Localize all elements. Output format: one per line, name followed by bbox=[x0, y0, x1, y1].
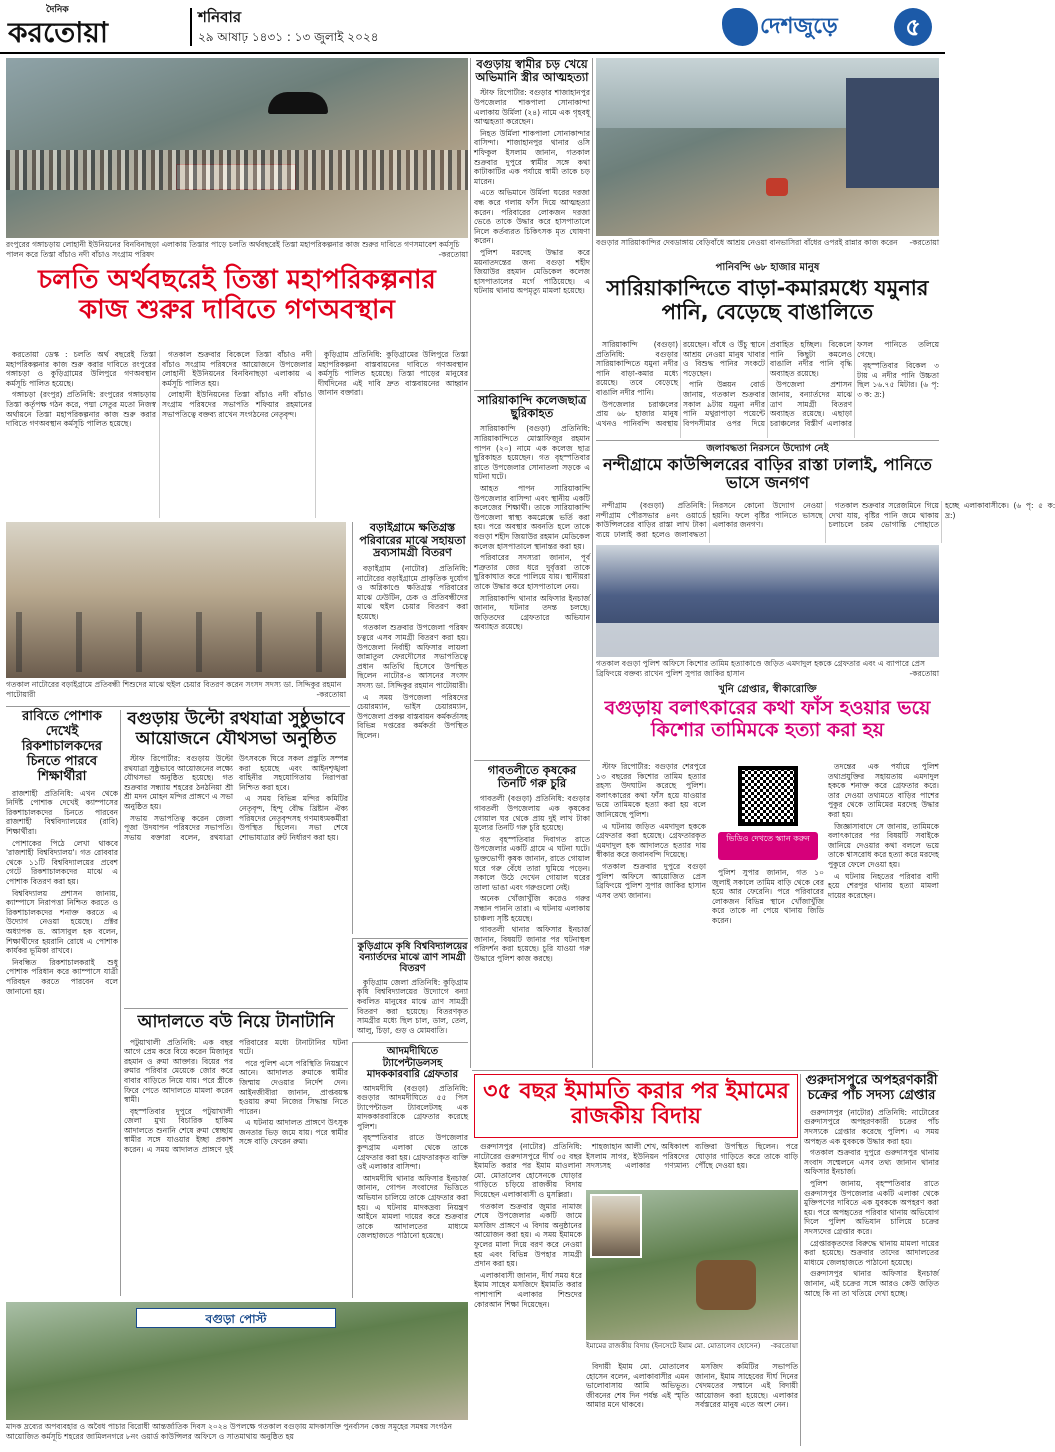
imam-body-bottom bbox=[586, 1362, 798, 1446]
rath-headline: বগুড়ায় উল্টো রথযাত্রা সুষ্ঠুভাবে আয়োজনে যৌথসভা অনুষ্ঠিত bbox=[127, 709, 345, 749]
imam-headline: ৩৫ বছর ইমামতি করার পর ইমামের রাজকীয় বিদায় bbox=[474, 1074, 798, 1138]
divider bbox=[470, 58, 471, 1068]
adamdighi-paragraph: আদমদীঘি (বগুড়া) প্রতিনিধি: বগুড়ার আদমদীঘিতে ৫৫ পিস ট্যাপেন্টাডল ট্যাবলেটসহ এক মাদককারবারিকে গ্রেফতার করেছে পুলিশ। bbox=[357, 1083, 468, 1131]
student-stab-paragraph: সারিয়াকান্দি থানার অফিসার ইনচার্জ জানান, ঘটনার তদন্ত চলছে। জড়িতদের গ্রেফতারে অভিযান অব্যাহত রয়েছে। bbox=[474, 593, 590, 632]
student-stab-paragraph: পরিবারের সদস্যরা জানান, পূর্ব শত্রুতার জের ধরে দুর্বৃত্তরা তাকে ছুরিকাঘাত করে পালিয়ে যায়। স্থানীয়রা তাকে উদ্ধার করে হাসপাতালে নেয়। bbox=[474, 553, 590, 591]
divider bbox=[592, 58, 593, 1068]
tamim-paragraph: এ ঘটনায় নিহতের পরিবার বাদী হয়ে শেরপুর থানায় হত্যা মামলা দায়ের করেছেন। bbox=[828, 871, 939, 900]
teesta-headline-line-1: চলতি অর্থবছরেই তিস্তা মহাপরিকল্পনার bbox=[38, 265, 436, 295]
logo-name: করতোয়া bbox=[8, 16, 108, 49]
logo-prefix: দৈনিক bbox=[46, 5, 69, 15]
imam-inset-photo bbox=[590, 1194, 642, 1258]
divider bbox=[120, 710, 121, 1296]
drug-day-banner: বগুড়া পোস্ট bbox=[136, 1308, 336, 1328]
tamim-paragraph: পুলিশ সুপার জানান, গত ১০ জুলাই সকালে তামিম বাড়ি থেকে বের হয়ে আর ফেরেনি। পরে পরিবারের লোকজন বিভিন্ন স্থানে খোঁজাখুঁজি করে তাকে না পেয়ে থানায় জিডি করেন। bbox=[712, 868, 824, 925]
flood-headline: সারিয়াকান্দিতে বাড়া-কমারমধ্যে যমুনার পানি, বেড়েছে বাঙালিতে bbox=[606, 276, 929, 325]
cow-theft-paragraph: গাবতলী (বগুড়া) প্রতিনিধি: বগুড়ার গাবতলী উপজেলায় এক কৃষকের গোয়াল ঘর থেকে প্রায় দুই লাখ টাকা মূল্যের তিনটি গরু চুরি হয়েছে। bbox=[474, 794, 590, 833]
masthead-day: শনিবার bbox=[198, 8, 242, 26]
tamim-body-col-1 bbox=[596, 762, 706, 1068]
flood-paragraph: উপজেলার চরাঞ্চলের প্রায় ৬৮ হাজার মানুষ এখনও পানিবন্দি অবস্থায় রয়েছেন। বাঁধে ও উঁচু স্থানে আশ্রয় নেওয়া মানুষ খাবার ও বিশুদ্ধ পানির সংকটে পড়েছেন। bbox=[596, 340, 765, 428]
court-headline: আদালতে বউ নিয়ে টানাটানি bbox=[137, 1012, 335, 1032]
divider bbox=[6, 706, 350, 707]
gurudaspur-article bbox=[804, 1074, 939, 1446]
imam-paragraph: গতকাল শুক্রবার জুমার নামাজ শেষে উপজেলার একটি জামে মসজিদ প্রাঙ্গণে এ বিদায় অনুষ্ঠানের আয়োজন করা হয়। এ সময় ইমামকে ফুলের মালা দিয়ে বরণ করে নেওয়া হয় এবং বিভিন্ন উপহার সামগ্রী প্রদান করা হয়। bbox=[474, 1201, 582, 1269]
court-paragraph: পরে পুলিশ এসে পরিস্থিতি নিয়ন্ত্রণে আনে। আদালত রুমাকে স্বামীর জিম্মায় দেওয়ার নির্দেশ দেন। আইনজীবীরা জানান, প্রাপ্তবয়স্ক হওয়ায় রুমা নিজের সিদ্ধান্ত নিতে পারেন। bbox=[239, 1058, 348, 1116]
flood-kicker: পানিবন্দি ৬৮ হাজার মানুষ bbox=[715, 262, 820, 273]
teesta-paragraph: গঙ্গাচড়া (রংপুর) প্রতিনিধি: রংপুরের গঙ্গাচড়ায় তিস্তা কর্তৃপক্ষ গঠন করে, পদ্মা সেতুর মতো নিজস্ব অর্থায়নে তিস্তা মহাপরিকল্পনার কাজ শুরু করার দাবিতে গণঅবস্থান কর্মসূচি পালিত হয়েছে। bbox=[6, 390, 156, 429]
teesta-headline bbox=[6, 266, 468, 346]
imam-caption-text: ইমামের রাজকীয় বিদায় (ইনসেটে ইমাম মো. মোতালেব হোসেন) bbox=[586, 1342, 761, 1350]
boraigram-article bbox=[352, 522, 468, 934]
tamim-body-col-2 bbox=[712, 868, 824, 1068]
wheelchair-caption-credit: -করতোয়া bbox=[316, 689, 346, 699]
tamim-paragraph: তদন্তের এক পর্যায়ে পুলিশ তথ্যপ্রযুক্তির সহায়তায় এমদাদুল হককে শনাক্ত করে গ্রেফতার করে। তার দেওয়া তথ্যমতে বাড়ির পাশের পুকুর থেকে তামিমের মরদেহ উদ্ধার করা হয়। bbox=[828, 762, 939, 819]
flood-paragraph: উপজেলা প্রশাসন জানায়, বন্যার্তদের মাঝে ত্রাণ সামগ্রী বিতরণ অব্যাহত রয়েছে। এছাড়া চরাঞ্চলের বিস্তীর্ণ এলাকার ফসল পানিতে তলিয়ে গেছে। bbox=[770, 340, 939, 428]
wheelchair-caption-text: গতকাল নাটোরের বড়াইগ্রামে প্রতিবন্ধী শিশুদের মাঝে হুইল চেয়ার বিতরণ করেন সংসদ সদস্য ডা. সিদ্দিকুর রহমান পাটোয়ারী bbox=[6, 680, 342, 699]
police-briefing-photo bbox=[596, 545, 939, 657]
tarp-shelter bbox=[846, 78, 939, 188]
masthead-divider bbox=[190, 8, 192, 46]
flood-photo-caption bbox=[596, 238, 939, 258]
teesta-caption-text: রংপুরের গঙ্গাচড়ায় লোহানী ইউনিয়নের বিনবিনাছড়া এলাকায় তিস্তার পাড়ে চলতি অর্থবছরেই তিস্তা মহাপরিকল্পনার কাজ শুরুর দাবিতে গণসমাবেশ কর্মসূচি পালন করে তিস্তা বাঁচাও নদী বাঁচাও সংগ্রাম পরিষদ bbox=[6, 240, 460, 259]
rabi-headline: রাবিতে পোশাক দেখেই রিকশাচালকদের চিনতে পারবে শিক্ষার্থীরা bbox=[21, 709, 103, 784]
student-stab-headline: সারিয়াকান্দি কলেজছাত্র ছুরিকাহত bbox=[477, 393, 587, 421]
horse-shape bbox=[696, 1260, 756, 1310]
gurudaspur-paragraph: পুলিশ জানায়, বৃহস্পতিবার রাতে গুরুদাসপুর উপজেলার একটি এলাকা থেকে মুক্তিপণের দাবিতে এক যুবককে অপহরণ করা হয়। পরে অপহৃতের পরিবার থানায় অভিযোগ দিলে পুলিশ অভিযান চালিয়ে চক্রের সদস্যদের গ্রেপ্তার করে। bbox=[804, 1179, 939, 1236]
newspaper-logo bbox=[8, 2, 184, 50]
teesta-protest-photo bbox=[6, 58, 468, 238]
divider bbox=[596, 440, 939, 441]
rabi-paragraph: বিশ্ববিদ্যালয় প্রশাসন জানায়, ক্যাম্পাসে নিরাপত্তা নিশ্চিত করতে ও রিকশাচালকদের শনাক্ত করতে এ উদ্যোগ নেওয়া হয়েছে। প্রক্টর অধ্যাপক ড. আসাবুল হক বলেন, শিক্ষার্থীদের হয়রানি রোধে এ পোশাক কার্যকর ভূমিকা রাখবে। bbox=[6, 888, 118, 956]
nandigram-body bbox=[596, 501, 1055, 543]
husband-slap-paragraph: স্টাফ রিপোর্টার: বগুড়ার শাজাহানপুর উপজেলার শাকপালা সোনাকান্দা এলাকায় উর্মিলা (২৪) নামে এক গৃহবধূ আত্মহত্যা করেছেন। bbox=[474, 88, 590, 127]
imam-paragraph: এলাকাবাসী জানান, দীর্ঘ সময় ধরে ইমাম সাহেব মসজিদে ইমামতি করার পাশাপাশি এলাকার শিশুদের কোরআন শিক্ষা দিয়েছেন। bbox=[474, 1270, 582, 1309]
flood-cooking-photo bbox=[596, 58, 939, 236]
cow-theft-paragraph: গাবতলী থানার অফিসার ইনচার্জ জানান, বিষয়টি জানার পর ঘটনাস্থল পরিদর্শন করা হয়েছে। চুরি যাওয়া গরু উদ্ধারে পুলিশ কাজ করছে। bbox=[474, 925, 590, 963]
cooking-pot-icon bbox=[766, 178, 788, 196]
teesta-paragraph: করতোয়া ডেস্ক : চলতি অর্থ বছরেই তিস্তা মহাপরিকল্পনার কাজ শুরু করার দাবিতে রংপুরের গঙ্গাচড়া ও কুড়িগ্রামের উলিপুরে গণঅবস্থান কর্মসূচি পালিত হয়েছে। bbox=[6, 350, 156, 388]
police-photo-caption bbox=[596, 659, 939, 680]
crowd-row bbox=[6, 150, 468, 190]
kurigram-relief-body bbox=[357, 978, 468, 1036]
police-caption-credit: -করতোয়া bbox=[909, 668, 939, 678]
cow-theft-body bbox=[474, 794, 590, 963]
briefing-table bbox=[596, 623, 939, 657]
adamdighi-headline: আদমদীঘিতে ট্যাপেন্টাডলসহ মাদককারবারি গ্রেফতার bbox=[366, 1046, 459, 1080]
adamdighi-body bbox=[357, 1084, 468, 1242]
drug-day-photo bbox=[6, 1302, 468, 1420]
kurigram-relief-headline: কুড়িগ্রামে কৃষি বিশ্ববিদ্যালয়ের বন্যার্তদের মাঝে ত্রাণ সামগ্রী বিতরণ bbox=[357, 941, 468, 974]
wheelchair-distribution-photo bbox=[6, 522, 346, 678]
rabi-paragraph: পোশাকের পিঠে লেখা থাকবে 'রাজশাহী বিশ্ববিদ্যালয়'। গত রোববার থেকে ১১টি বিশ্ববিদ্যালয়ের প্রবেশ গেটে রিকশাচালকদের মাঝে এ পোশাক বিতরণ করা হয়। bbox=[6, 838, 118, 887]
tamim-paragraph: জিজ্ঞাসাবাদে সে জানায়, তামিমকে বলাৎকারের পর বিষয়টি সবাইকে জানিয়ে দেওয়ার কথা বললে ভয়ে তাকে শ্বাসরোধ করে হত্যা করে মরদেহ পুকুরে ফেলে দেওয়া হয়। bbox=[828, 821, 939, 869]
wheelchair-row bbox=[16, 612, 336, 672]
court-article bbox=[124, 1008, 348, 1298]
cow-theft-paragraph: গত বৃহস্পতিবার দিবাগত রাতে উপজেলার একটি গ্রামে এ ঘটনা ঘটে। ভুক্তভোগী কৃষক জানান, রাতে গোয়াল ঘরে গরু বেঁধে তারা ঘুমিয়ে পড়েন। সকালে উঠে দেখেন গোয়াল ঘরের তালা ভাঙা এবং গরুগুলো নেই। bbox=[474, 834, 590, 892]
adamdighi-paragraph: আদমদীঘি থানার অফিসার ইনচার্জ জানান, গোপন সংবাদের ভিত্তিতে অভিযান চালিয়ে তাকে গ্রেফতার করা হয়। এ ঘটনায় মাদকদ্রব্য নিয়ন্ত্রণ আইনে মামলা দায়ের করে শুক্রবার তাকে আদালতের মাধ্যমে জেলহাজতে পাঠানো হয়েছে। bbox=[357, 1173, 468, 1241]
tamim-body-col-3 bbox=[828, 762, 939, 1068]
husband-slap-body bbox=[474, 88, 590, 295]
flood-paragraph: বৃহস্পতিবার বিকেল ৩ টায় এ নদীর পানি উচ্চতা ছিল ১৬.৭৫ মিটার। (৬ পৃ: ৩ ক: দ্র:) bbox=[857, 361, 939, 399]
gurudaspur-paragraph: গতকাল শুক্রবার দুপুরে গুরুদাসপুর থানায় সংবাদ সম্মেলনে এসব তথ্য জানান থানার অফিসার ইনচার্জ। bbox=[804, 1148, 939, 1177]
student-stab-body bbox=[474, 424, 590, 631]
teesta-headline-line-2: কাজ শুরুর দাবিতে গণঅবস্থান bbox=[79, 294, 395, 325]
imam-caption-credit: -করতোয়া bbox=[770, 1342, 798, 1350]
gurudaspur-body bbox=[804, 1108, 939, 1298]
husband-slap-paragraph: এতে অভিমানে উর্মিলা ঘরের দরজা বন্ধ করে গলায় ফাঁস দিয়ে আত্মহত্যা করেন। পরিবারের লোকজন দরজা ভেঙে তাকে উদ্ধার করে হাসপাতালে নিলে কর্তব্যরত চিকিৎসক মৃত ঘোষণা করেন। bbox=[474, 188, 590, 246]
gurudaspur-paragraph: গুরুদাসপুর থানার অফিসার ইনচার্জ জানান, এই চক্রের সঙ্গে আরও কেউ জড়িত আছে কি না তা খতিয়ে দেখা হচ্ছে। bbox=[804, 1269, 939, 1298]
tamim-headline: বগুড়ায় বলাৎকারের কথা ফাঁস হওয়ার ভয়ে কিশোর তামিমকে হত্যা করা হয় bbox=[604, 697, 931, 741]
rath-paragraph: স্টাফ রিপোর্টার: বগুড়ায় উল্টো রথযাত্রা সুষ্ঠুভাবে আয়োজনের লক্ষ্যে যৌথসভা অনুষ্ঠিত হয়েছে। গত শুক্রবার সন্ধ্যায় শহরের ঠনঠনিয়া শ্রী শ্রী মদন মোহন মন্দির প্রাঙ্গণে এ সভা অনুষ্ঠিত হয়। bbox=[124, 754, 233, 812]
kurigram-relief-article bbox=[352, 938, 468, 1038]
rabi-paragraph: রাজশাহী প্রতিনিধি: এখন থেকে নির্দিষ্ট পোশাক দেখেই ক্যাম্পাসের রিকশাচালকদের চিনতে পারবেন রাজশাহী বিশ্ববিদ্যালয়ের (রাবি) শিক্ষার্থীরা। bbox=[6, 788, 118, 837]
imam-paragraph: বিদায়ী ইমাম মো. মোতালেব হোসেন বলেন, এলাকাবাসীর এমন ভালোবাসায় আমি অভিভূত। জীবনের শেষ দিন পর্যন্ত এই স্মৃতি আমার মনে থাকবে। bbox=[586, 1362, 689, 1410]
wheelchair-photo-caption bbox=[6, 680, 346, 704]
boraigram-headline: বড়াইগ্রামে ক্ষতিগ্রস্ত পরিবারের মাঝে সহায়তা দ্রব্যসামগ্রী বিতরণ bbox=[359, 521, 466, 560]
teesta-caption-credit: -করতোয়া bbox=[438, 249, 468, 259]
qr-label: ভিডিও দেখতে স্ক্যান করুন bbox=[718, 832, 818, 860]
teesta-paragraph: গতকাল শুক্রবার বিকেলে তিস্তা বাঁচাও নদী বাঁচাও সংগ্রাম পরিষদের আয়োজনে উপজেলার লোহানী ইউনিয়নের বিনবিনাছড়া এলাকায় এ কর্মসূচি পালিত হয়। bbox=[162, 350, 312, 388]
tamim-kicker: খুনি গ্রেপ্তার, স্বীকারোক্তি bbox=[718, 684, 817, 695]
flood-body bbox=[596, 340, 939, 438]
nandigram-headline: নন্দীগ্রামে কাউন্সিলরের বাড়ির রাস্তা ঢালাই, পানিতে ভাসে জনগণ bbox=[603, 455, 932, 493]
gurudaspur-paragraph: গ্রেপ্তারকৃতদের বিরুদ্ধে থানায় মামলা দায়ের করা হয়েছে। শুক্রবার তাদের আদালতের মাধ্যমে জেলহাজতে পাঠানো হয়েছে। bbox=[804, 1238, 939, 1267]
court-body bbox=[124, 1038, 348, 1155]
cow-theft-headline: গাবতলীতে কৃষকের তিনটি গরু চুরি bbox=[487, 763, 577, 791]
student-stab-article bbox=[474, 390, 590, 756]
imam-photo-caption bbox=[586, 1342, 798, 1360]
kurigram-relief-paragraph: কুড়িগ্রাম জেলা প্রতিনিধি: কুড়িগ্রাম কৃষি বিশ্ববিদ্যালয়ের উদ্যোগে বন্যা কবলিত মানুষের মাঝে ত্রাণ সামগ্রী বিতরণ করা হয়েছে। বিতরণকৃত সামগ্রীর মধ্যে ছিল চাল, ডাল, তেল, আলু, চিড়া, গুড় ও মোমবাতি। bbox=[357, 977, 468, 1035]
boraigram-paragraph: এ সময় উপজেলা পরিষদের চেয়ারম্যান, ভাইস চেয়ারম্যান, উপজেলা প্রকল্প বাস্তবায়ন কর্মকর্তাসহ বিভিন্ন দপ্তরের কর্মকর্তা উপস্থিত ছিলেন। bbox=[357, 692, 468, 741]
page-number: ৫ bbox=[894, 8, 932, 46]
boraigram-paragraph: গতকাল শুক্রবার উপজেলা পরিষদ চত্বরে এসব সামগ্রী বিতরণ করা হয়। উপজেলা নির্বাহী অফিসার লায়লা জান্নাতুল ফেরদৌসের সভাপতিত্বে প্রধান অতিথি হিসেবে উপস্থিত ছিলেন নাটোর-৪ আসনের সংসদ সদস্য ডা. সিদ্দিকুর রহমান পাটোয়ারী। bbox=[357, 623, 468, 691]
section-title: দেশজুড়ে bbox=[760, 14, 838, 39]
student-stab-paragraph: আহত পাপন সারিয়াকান্দি উপজেলার বাসিন্দা এবং স্থানীয় একটি কলেজের শিক্ষার্থী। তাকে সারিয়াকান্দি উপজেলা স্বাস্থ্য কমপ্লেক্সে ভর্তি করা হয়। পরে অবস্থার অবনতি হলে তাকে বগুড়া শহীদ জিয়াউর রহমান মেডিকেল কলেজ হাসপাতালে স্থানান্তর করা হয়। bbox=[474, 484, 590, 551]
police-caption-text: গতকাল বগুড়া পুলিশ অফিসে কিশোর তামিম হত্যাকাণ্ডে জড়িত এমদাদুল হককে গ্রেফতার এবং এ ব্যাপারে প্রেস ব্রিফিংয়ে বক্তব্য রাখেন পুলিশ সুপার জাকির হাসান bbox=[596, 659, 925, 678]
rabi-body bbox=[6, 789, 118, 996]
flood-caption-credit: -করতোয়া bbox=[909, 238, 939, 247]
teesta-photo-caption bbox=[6, 240, 468, 262]
imam-paragraph: মসজিদ কমিটির সভাপতি জানান, ইমাম সাহেবের দীর্ঘ দিনের খেদমতের সম্মানে এই বিদায়ী আয়োজন করা হয়েছে। এলাকার সর্বস্তরের মানুষ এতে অংশ নেন। bbox=[695, 1362, 798, 1410]
court-paragraph: পটুয়াখালী প্রতিনিধি: এক বছর আগে প্রেম করে বিয়ে করেন মিজানুর রহমান ও রুমা আক্তার। বিয়ের পর রুমার পরিবার মেয়েকে জোর করে বাবার বাড়িতে নিয়ে যায়। পরে স্ত্রীকে ফিরে পেতে আদালতে মামলা করেন স্বামী। bbox=[124, 1037, 233, 1105]
qr-code-icon[interactable] bbox=[738, 766, 798, 826]
imam-horse-cart-photo bbox=[586, 1190, 798, 1340]
divider bbox=[472, 1070, 939, 1071]
husband-slap-paragraph: নিহত উর্মিলা শাকপালা সোনাকান্দার বাসিন্দা। শাজাহানপুর থানার ওসি শফিকুল ইসলাম জানান, গতকাল শুক্রবার দুপুরে স্বামীর সঙ্গে কথা কাটাকাটির এক পর্যায়ে স্বামী তাকে চড় মারেন। bbox=[474, 128, 590, 186]
tamim-paragraph: গতকাল শুক্রবার দুপুরে বগুড়া পুলিশ অফিসে আয়োজিত প্রেস ব্রিফিংয়ে পুলিশ সুপার জাকির হাসান এসব তথ্য জানান। bbox=[596, 861, 706, 900]
husband-slap-headline: বগুড়ায় স্বামীর চড় খেয়ে অভিমানি স্ত্রীর আত্মহত্যা bbox=[475, 57, 589, 85]
cow-theft-article bbox=[474, 760, 590, 1068]
boraigram-body bbox=[357, 564, 468, 741]
rabi-paragraph: নিবন্ধিত রিকশাচালকরাই শুধু পোশাক পরিধান করে ক্যাম্পাসে যাত্রী পরিবহন করতে পারবেন বলে জানানো হয়। bbox=[6, 957, 118, 996]
nandigram-paragraph: নন্দীগ্রাম (বগুড়া) প্রতিনিধি: নন্দীগ্রাম পৌরসভার ৪নং ওয়ার্ডে কাউন্সিলরের বাড়ির রাস্তা লাখ টাকা ব্যয়ে ঢালাই করা হলেও জলাবদ্ধতা নিরসনে কোনো উদ্যোগ নেওয়া হয়নি। ফলে বৃষ্টির পানিতে ভাসছে এলাকার জনগণ। bbox=[596, 501, 823, 539]
umbrella-icon bbox=[268, 92, 328, 114]
flood-paragraph: সারিয়াকান্দি (বগুড়া) প্রতিনিধি: বগুড়ার সারিয়াকান্দিতে যমুনা নদীর পানি বাড়া-কমার মধ্যে রয়েছে। তবে বেড়েছে বাঙালি নদীর পানি। bbox=[596, 340, 678, 397]
teesta-paragraph: লোহানী ইউনিয়নের তিস্তা বাঁচাও নদী বাঁচাও সংগ্রাম পরিষদের সভাপতি শফিয়ার রহমানের সভাপতিত্বে বক্তব্য রাখেন সংগঠনের নেতৃবৃন্দ। bbox=[162, 390, 312, 419]
nandigram-kicker: জলাবদ্ধতা নিরসনে উদ্যোগ নেই bbox=[706, 443, 829, 454]
tamim-paragraph: এ ঘটনায় জড়িত এমদাদুল হককে গ্রেফতার করা হয়েছে। গ্রেফতারকৃত এমদাদুল হক আদালতে হত্যার দায় স্বীকার করে জবানবন্দি দিয়েছে। bbox=[596, 821, 706, 860]
qr-block bbox=[712, 762, 824, 866]
student-stab-paragraph: সারিয়াকান্দি (বগুড়া) প্রতিনিধি: সারিয়াকান্দিতে মোস্তাফিজুর রহমান পাপন (২০) নামে এক কলেজ ছাত্র ছুরিকাহত হয়েছেন। গত বৃহস্পতিবার রাতে উপজেলার সোনাতলা সড়কে এ ঘটনা ঘটে। bbox=[474, 424, 590, 482]
divider bbox=[800, 1074, 801, 1446]
section-banner bbox=[722, 4, 938, 50]
nandigram-paragraph: গতকাল শুক্রবার সরেজমিনে গিয়ে দেখা যায়, বৃষ্টির পানি জমে থাকায় চলাচলে চরম ভোগান্তি পোহাতে হচ্ছে এলাকাবাসীকে। (৬ পৃ: ৫ ক: দ্র:) bbox=[828, 501, 1055, 530]
rath-body bbox=[124, 754, 348, 843]
imam-paragraph: গুরুদাসপুর (নাটোর) প্রতিনিধি: নাটোরের গুরুদাসপুরে দীর্ঘ ৩৫ বছর ইমামতি করার পর ইমাম মাওলানা মো. মোতালেব হোসেনকে ঘোড়ার গাড়িতে চড়িয়ে রাজকীয় বিদায় দিয়েছেন এলাকাবাসী ও মুসল্লিরা। bbox=[474, 1142, 582, 1199]
masthead-date: ২৯ আষাঢ় ১৪৩১ : ১৩ জুলাই ২০২৪ bbox=[198, 30, 379, 44]
teesta-paragraph: কুড়িগ্রাম প্রতিনিধি: কুড়িগ্রামের উলিপুরে তিস্তা মহাপরিকল্পনা বাস্তবায়নের দাবিতে গণঅবস্থান কর্মসূচি পালিত হয়েছে। তিস্তা পাড়ের মানুষের দীর্ঘদিনের এই দাবি দ্রুত বাস্তবায়নের আহ্বান জানান বক্তারা। bbox=[318, 350, 468, 398]
teesta-article-body bbox=[6, 350, 468, 518]
flood-paragraph: পানি উন্নয়ন বোর্ড জানায়, গতকাল শুক্রবার সকাল ৯টায় যমুনা নদীর পানি মথুরাপাড়া পয়েন্টে বিপদসীমার ওপর দিয়ে প্রবাহিত হচ্ছিল। বিকেলে পানি কিছুটা কমলেও বাঙালি নদীর পানি বৃদ্ধি অব্যাহত রয়েছে। bbox=[683, 340, 852, 428]
rath-article bbox=[124, 710, 348, 1004]
cow-theft-paragraph: অনেক খোঁজাখুঁজি করেও গরুর সন্ধান পাননি তারা। এ ঘটনায় এলাকায় চাঞ্চল্য সৃষ্টি হয়েছে। bbox=[474, 894, 590, 923]
imam-body-top bbox=[586, 1142, 798, 1188]
tamim-paragraph: স্টাফ রিপোর্টার: বগুড়ার শেরপুরে ১৩ বছরের কিশোর তামিম হত্যার রহস্য উদঘাটন করেছে পুলিশ। বলাৎকারের কথা ফাঁস হয়ে যাওয়ার ভয়ে তামিমকে হত্যা করা হয় বলে জানিয়েছে পুলিশ। bbox=[596, 762, 706, 819]
boraigram-paragraph: বড়াইগ্রাম (নাটোর) প্রতিনিধি: নাটোরের বড়াইগ্রামে প্রাকৃতিক দুর্যোগ ও অগ্নিকাণ্ডে ক্ষতিগ্রস্ত পরিবারের মাঝে ঢেউটিন, চেক ও প্রতিবন্ধীদের মাঝে হুইল চেয়ার বিতরণ করা হয়েছে। bbox=[357, 563, 468, 621]
imam-paragraph: শাহজাহান আলী শেখ, অধিকাংশ ইসলাম সাগর, ইউনিয়ন পরিষদের সদস্যসহ এলাকার গণ্যমান্য ব্যক্তিরা উপস্থিত ছিলেন। পরে ঘোড়ার গাড়িতে করে তাকে বাড়ি পৌঁছে দেওয়া হয়। bbox=[586, 1142, 798, 1171]
rabi-article bbox=[6, 710, 118, 1296]
husband-slap-paragraph: পুলিশ মরদেহ উদ্ধার করে ময়নাতদন্তের জন্য বগুড়া শহীদ জিয়াউর রহমান মেডিকেল কলেজ হাসপাতালের মর্গে পাঠিয়েছে। এ ঘটনায় থানায় অপমৃত্যু মামলা হয়েছে। bbox=[474, 247, 590, 296]
gurudaspur-paragraph: গুরুদাসপুর (নাটোর) প্রতিনিধি: নাটোরের গুরুদাসপুরে অপহরণকারী চক্রের পাঁচ সদস্যকে গ্রেপ্তার করেছে পুলিশ। এ সময় অপহৃত এক যুবককে উদ্ধার করা হয়। bbox=[804, 1107, 939, 1146]
court-paragraph: বৃহস্পতিবার দুপুরে পটুয়াখালী জেলা মুখ্য বিচারিক হাকিম আদালতে শুনানি শেষে রুমা স্বেচ্ছায় স্বামীর সঙ্গে যাওয়ার ইচ্ছা প্রকাশ করেন। এ সময় আদালত প্রাঙ্গণে দুই পরিবারের মধ্যে টানাটানির ঘটনা ঘটে। bbox=[124, 1037, 348, 1155]
masthead bbox=[0, 0, 945, 54]
gurudaspur-headline: গুরুদাসপুরে অপহরণকারী চক্রের পাঁচ সদস্য গ্রেপ্তার bbox=[805, 1073, 938, 1103]
bangladesh-map-icon bbox=[722, 8, 758, 46]
adamdighi-paragraph: বৃহস্পতিবার রাতে উপজেলার কুন্দগ্রাম এলাকা থেকে তাকে গ্রেফতার করা হয়। গ্রেফতারকৃত ব্যক্তি ওই এলাকার বাসিন্দা। bbox=[357, 1133, 468, 1172]
husband-slap-article bbox=[474, 58, 590, 386]
rath-paragraph: সভায় সভাপতিত্ব করেন জেলা পূজা উদযাপন পরিষদের সভাপতি। সভায় বক্তারা বলেন, রথযাত্রা উৎসবকে ঘিরে সকল প্রস্তুতি সম্পন্ন করা হয়েছে এবং আইনশৃঙ্খলা বাহিনীর সহযোগিতায় নিরাপত্তা নিশ্চিত করা হবে। bbox=[124, 754, 348, 842]
adamdighi-article bbox=[352, 1042, 468, 1298]
court-paragraph: এ ঘটনায় আদালত প্রাঙ্গণে উৎসুক জনতার ভিড় জমে যায়। পরে স্বামীর সঙ্গে বাড়ি ফেরেন রুমা। bbox=[239, 1118, 348, 1147]
imam-body-left bbox=[474, 1142, 582, 1446]
drug-day-caption: মাদক দ্রব্যের অপব্যবহার ও অবৈধ পাচার বিরোধী আন্তর্জাতিক দিবস ২০২৪ উপলক্ষে গতকাল বগুড়ায় মাদকাসক্তি পুনর্বাসন কেন্দ্র সমূহের সমন্বয় সংগঠন আয়োজিত কর্মসূচি শহরের জামিলনগরে ৮নং ওয়ার্ড কাউন্সিলর অফিসে ও সাতমাথায় অনুষ্ঠিত হয় bbox=[6, 1422, 452, 1441]
flood-caption-text: বগুড়ার সারিয়াকান্দির দেবডাঙ্গায় বেড়িবাঁধে আশ্রয় নেওয়া বানভাসিরা বাঁধের ওপরই রান্নার কাজ করেন bbox=[596, 238, 898, 247]
rath-paragraph: এ সময় বিভিন্ন মন্দির কমিটির নেতৃবৃন্দ, হিন্দু বৌদ্ধ খ্রিষ্টান ঐক্য পরিষদের নেতৃবৃন্দসহ গণমাধ্যমকর্মীরা উপস্থিত ছিলেন। সভা শেষে শোভাযাত্রার রুট নির্ধারণ করা হয়। bbox=[239, 794, 348, 842]
